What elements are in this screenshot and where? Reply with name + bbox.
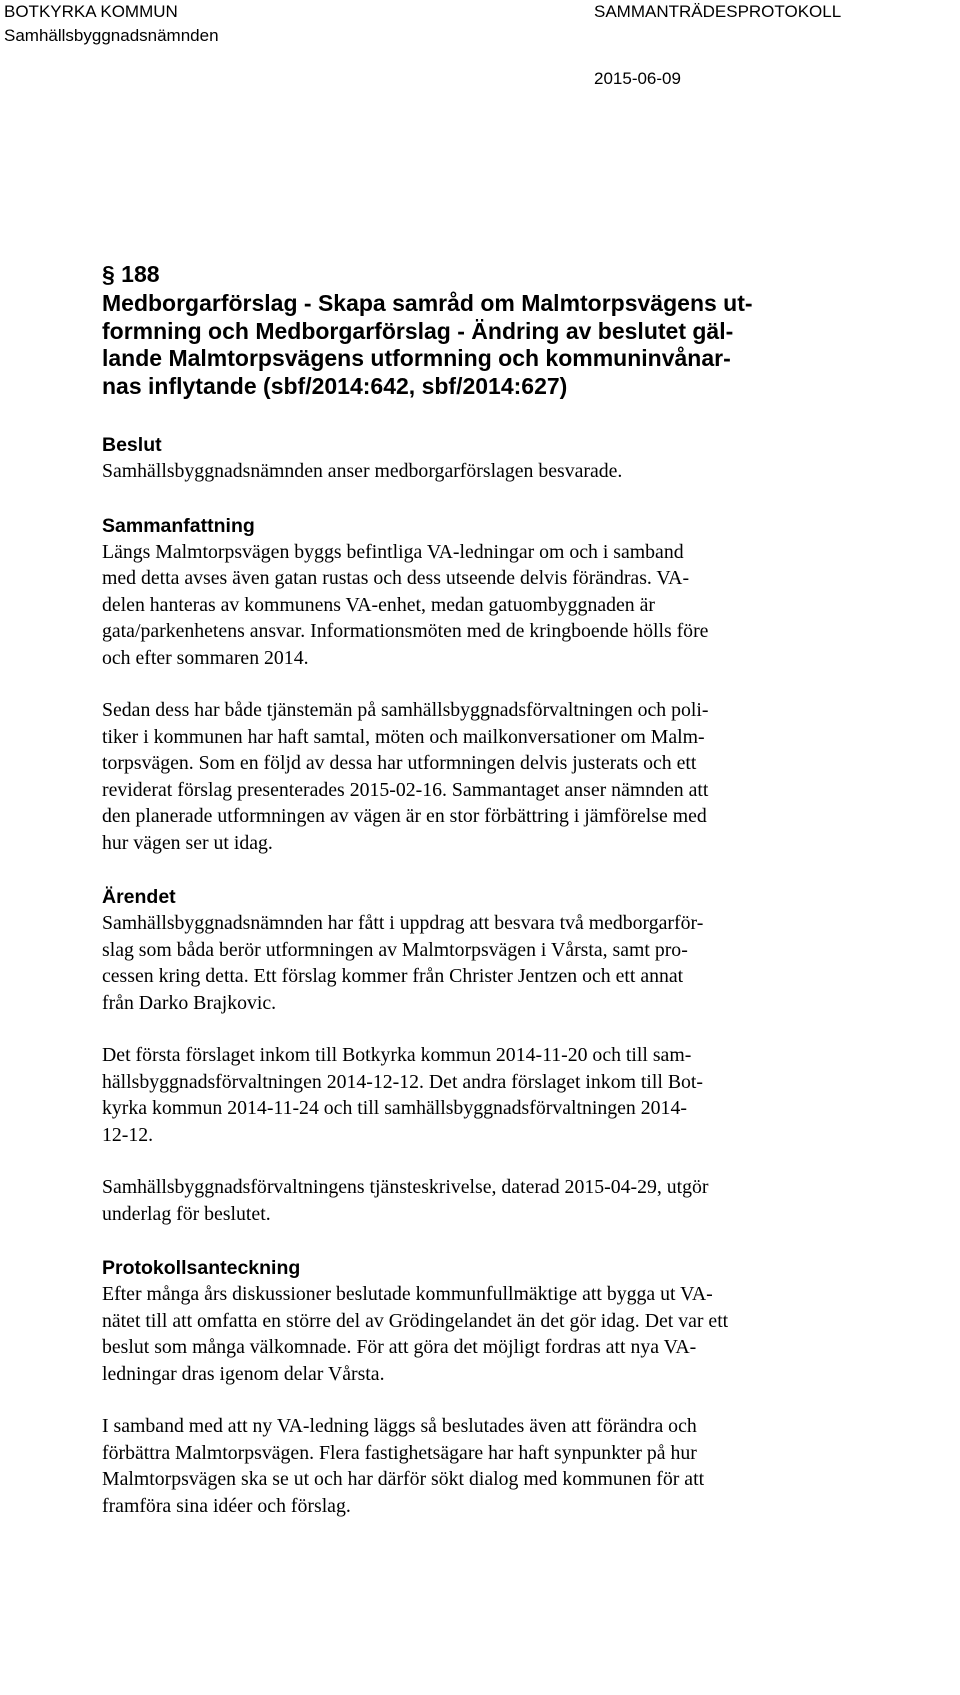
- section-number: § 188: [102, 261, 160, 287]
- text-line: Samhällsbyggnadsförvaltningens tjänsteskrivelse, daterad 2015-04-29, utgör: [102, 1176, 709, 1198]
- text-line: cessen kring detta. Ett förslag kommer från Christer Jentzen och ett annat: [102, 965, 684, 987]
- text-line: Längs Malmtorpsvägen byggs befintliga VA-ledningar om och i samband: [102, 540, 684, 563]
- header-date: 2015-06-09: [594, 69, 681, 88]
- arendet-paragraph-3: [102, 1174, 937, 1227]
- section-title: [102, 290, 937, 400]
- text-line: beslut som många välkomnade. För att göra det möjligt fordras att nya VA-: [102, 1336, 697, 1358]
- arendet-paragraph-1: [102, 910, 937, 1016]
- protokollsanteckning-heading: Protokollsanteckning: [102, 1257, 301, 1279]
- text-line: nätet till att omfatta en större del av Grödingelandet än det gör idag. Det var ett: [102, 1309, 729, 1332]
- text-line: Samhällsbyggnadsnämnden har fått i uppdrag att besvara två medborgarför-: [102, 912, 704, 934]
- protocol-section: [102, 258, 937, 1519]
- sammanfattning-paragraph-2: [102, 697, 937, 856]
- section-title-line: formning och Medborgarförslag - Ändring av beslutet gäl-: [102, 317, 734, 344]
- header-document-type: SAMMANTRÄDESPROTOKOLL: [594, 2, 842, 21]
- text-line: Sedan dess har både tjänstemän på samhällsbyggnadsförvaltningen och poli-: [102, 699, 709, 721]
- text-line: slag som båda berör utformningen av Malmtorpsvägen i Vårsta, samt pro-: [102, 938, 688, 961]
- text-line: förbättra Malmtorpsvägen. Flera fastighetsägare har haft synpunkter på hur: [102, 1441, 697, 1464]
- header-board: Samhällsbyggnadsnämnden: [4, 26, 219, 45]
- protokollsanteckning-paragraph-1: [102, 1281, 937, 1387]
- sammanfattning-paragraph-1: [102, 539, 937, 672]
- header-organization: BOTKYRKA KOMMUN: [4, 2, 178, 21]
- text-line: ledningar dras igenom delar Vårsta.: [102, 1362, 385, 1385]
- protokollsanteckning-paragraph-2: [102, 1413, 937, 1519]
- beslut-heading: Beslut: [102, 434, 162, 456]
- text-line: kyrka kommun 2014-11-24 och till samhällsbyggnadsförvaltningen 2014-: [102, 1097, 687, 1119]
- text-line: från Darko Brajkovic.: [102, 991, 277, 1014]
- beslut-text: [102, 458, 937, 485]
- text-line: torpsvägen. Som en följd av dessa har utformningen delvis justerats och ett: [102, 752, 697, 774]
- text-line: delen hanteras av kommunens VA-enhet, medan gatuombyggnaden är: [102, 593, 655, 616]
- text-line: gata/parkenhetens ansvar. Informationsmöten med de kringboende hölls före: [102, 620, 709, 642]
- text-line: och efter sommaren 2014.: [102, 646, 309, 669]
- text-line: I samband med att ny VA-ledning läggs så beslutades även att förändra och: [102, 1415, 697, 1437]
- text-line: hällsbyggnadsförvaltningen 2014-12-12. Det andra förslaget inkom till Bot-: [102, 1070, 704, 1093]
- text-line: Malmtorpsvägen ska se ut och har därför sökt dialog med kommunen för att: [102, 1468, 705, 1490]
- text-line: tiker i kommunen har haft samtal, möten och mailkonversationer om Malm-: [102, 725, 705, 748]
- section-title-line: Medborgarförslag - Skapa samråd om Malmtorpsvägens ut-: [102, 290, 753, 316]
- arendet-paragraph-2: [102, 1042, 937, 1148]
- text-line: 12-12.: [102, 1123, 154, 1146]
- text-line: framföra sina idéer och förslag.: [102, 1494, 351, 1517]
- text-line: hur vägen ser ut idag.: [102, 831, 273, 854]
- text-line: underlag för beslutet.: [102, 1202, 271, 1225]
- text-line: Efter många års diskussioner beslutade kommunfullmäktige att bygga ut VA-: [102, 1283, 713, 1305]
- section-title-line: lande Malmtorpsvägens utformning och kommuninvånar-: [102, 345, 731, 371]
- text-line: med detta avses även gatan rustas och dess utseende delvis förändras. VA-: [102, 567, 690, 589]
- section-title-line: nas inflytande (sbf/2014:642, sbf/2014:627): [102, 372, 568, 399]
- text-line: Samhällsbyggnadsnämnden anser medborgarförslagen besvarade.: [102, 460, 623, 482]
- arendet-heading: Ärendet: [102, 886, 176, 908]
- sammanfattning-heading: Sammanfattning: [102, 514, 255, 537]
- text-line: reviderat förslag presenterades 2015-02-16. Sammantaget anser nämnden att: [102, 778, 709, 801]
- text-line: Det första förslaget inkom till Botkyrka kommun 2014-11-20 och till sam-: [102, 1044, 692, 1066]
- text-line: den planerade utformningen av vägen är en stor förbättring i jämförelse med: [102, 805, 707, 827]
